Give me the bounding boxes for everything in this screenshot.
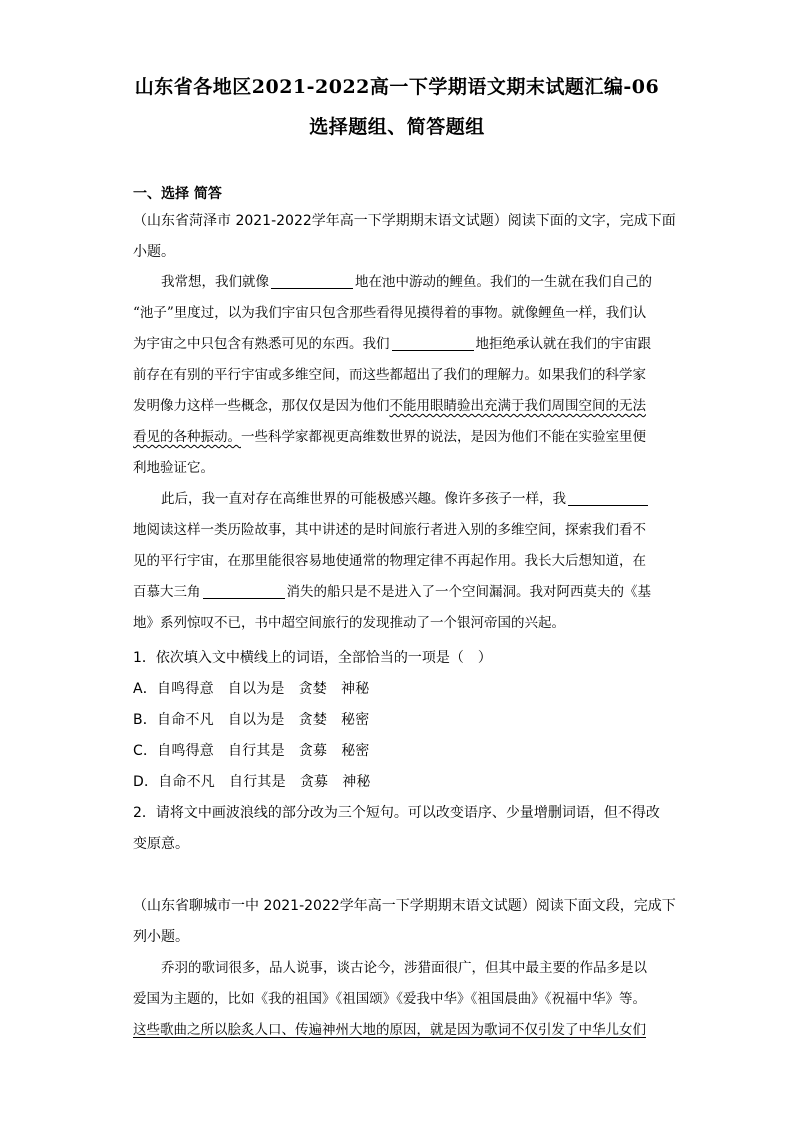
passage1-line: 此后，我一直对存在高维世界的可能极感兴趣。像许多孩子一样，我 xyxy=(133,484,663,515)
passage1-line: 利地验证它。 xyxy=(133,460,214,476)
question-1: 1．依次填入文中横线上的词语，全部恰当的一项是（ ） xyxy=(133,650,492,666)
passage1-line: 百慕大三角 消失的船只是不是进入了一个空间漏洞。我对阿西莫夫的《基 xyxy=(133,584,651,600)
passage2-source xyxy=(133,891,676,953)
passage2-source-line1: （山东省聊城市一中 2021-2022学年高一下学期期末语文试题）阅读下面文段，完成下 xyxy=(133,898,676,914)
option-b: B．自命不凡 自以为是 贪婪 秘密 xyxy=(133,712,370,728)
option-c: C．自鸣得意 自行其是 贪募 秘密 xyxy=(133,743,370,759)
passage1-line: 看见的各种振动。一些科学家都视更高维数世界的说法，是因为他们不能在实验室里便 xyxy=(133,429,646,445)
passage1-body xyxy=(133,267,663,639)
section-heading: 一、选择 简答 xyxy=(133,186,222,202)
question-2-line2: 变原意。 xyxy=(133,836,189,852)
answer-blank xyxy=(568,489,648,506)
answer-blank xyxy=(271,272,353,289)
passage1-line: 发明像力这样一些概念，那仅仅是因为他们不能用眼睛验出充满于我们周围空间的无法 xyxy=(133,398,646,414)
passage1-line: 前存在有别的平行宇宙或多维空间，而这些都超出了我们的理解力。如果我们的科学家 xyxy=(133,367,646,383)
wavy-underlined-text: 不能用眼睛验出充满于我们周围空间的无法 xyxy=(389,398,646,414)
passage2-line: 爱国为主题的，比如《我的祖国》《祖国颂》《爱我中华》《祖国晨曲》《祝福中华》等。 xyxy=(133,991,646,1007)
document-title: 山东省各地区2021-2022高一下学期语文期末试题汇编-06 xyxy=(134,76,660,98)
answer-blank xyxy=(392,334,474,351)
document-subtitle: 选择题组、简答题组 xyxy=(309,116,485,138)
passage2-source-line2: 列小题。 xyxy=(133,929,189,945)
underlined-text: 这些歌曲之所以脍炙人口、传遍神州大地的原因，就是因为歌词不仅引发了中华儿女们 xyxy=(133,1022,646,1038)
option-a: A．自鸣得意 自以为是 贪婪 神秘 xyxy=(133,681,370,697)
passage1-line: “池子”里度过，以为我们宇宙只包含那些看得见摸得着的事物。就像鲤鱼一样，我们认 xyxy=(133,305,647,321)
questions-block xyxy=(133,643,663,860)
passage1-line: 为宇宙之中只包含有熟悉可见的东西。我们 地拒绝承认就在我们的宇宙跟 xyxy=(133,336,651,352)
passage1-source-line1: （山东省菏泽市 2021-2022学年高一下学期期末语文试题）阅读下面的文字，完成下面 xyxy=(133,213,676,229)
answer-blank xyxy=(203,582,285,599)
passage1-line: 地阅读这样一类历险故事，其中讲述的是时间旅行者进入别的多维空间，探索我们看不 xyxy=(133,522,646,538)
passage2-line: 乔羽的歌词很多，品人说事，谈古论今，涉猎面很广，但其中最主要的作品多是以 xyxy=(161,960,647,976)
passage2-body xyxy=(133,953,663,1046)
passage1-source-line2: 小题。 xyxy=(133,244,175,260)
passage1-line: 我常想，我们就像 地在池中游动的鲤鱼。我们的一生就在我们自己的 xyxy=(161,274,652,290)
section-block xyxy=(133,182,676,268)
option-d: D．自命不凡 自行其是 贪募 神秘 xyxy=(133,774,371,790)
passage1-line: 地》系列惊叹不已，书中超空间旅行的发现推动了一个银河帝国的兴起。 xyxy=(133,615,565,631)
question-2-line1: 2．请将文中画波浪线的部分改为三个短句。可以改变语序、少量增删词语，但不得改 xyxy=(133,805,660,821)
wavy-underlined-text: 看见的各种振动。 xyxy=(133,429,241,445)
passage1-line: 见的平行宇宙，在那里能很容易地使通常的物理定律不再起作用。我长大后想知道，在 xyxy=(133,553,646,569)
